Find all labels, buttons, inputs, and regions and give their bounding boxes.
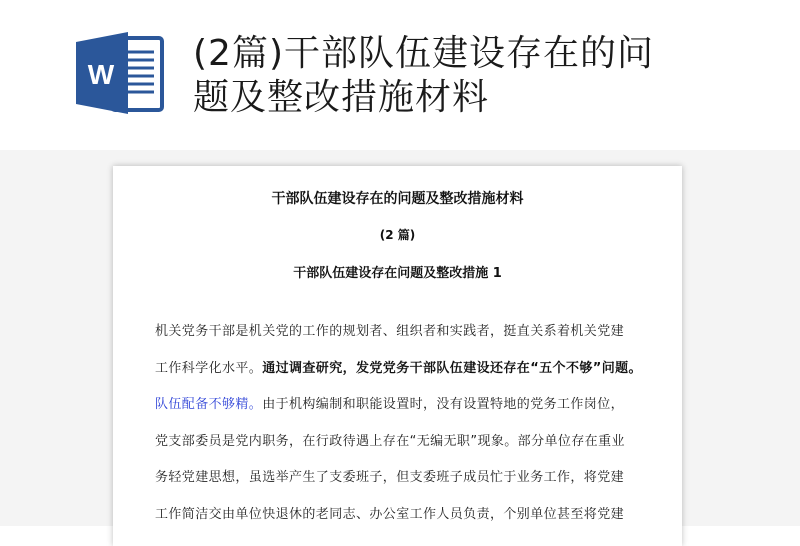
preview-header (0, 0, 800, 150)
word-icon (76, 30, 166, 116)
text-run: 务轻党建思想，虽选举产生了支委班子，但支委班子成员忙于业务工作，将党建 (155, 470, 625, 485)
page-title (193, 32, 793, 120)
document-title: 干部队伍建设存在的问题及整改措施材料 (271, 191, 524, 207)
text-run: 由于机构编制和职能设置时，没有设置特地的党务工作岗位， (262, 397, 625, 412)
text-run: 工作科学化水平。 (155, 360, 263, 376)
section-heading: 干部队伍建设存在问题及整改措施 1 (293, 266, 502, 281)
word-icon-letter: W (87, 59, 115, 90)
page-title-line-2: 题及整改措施材料 (193, 77, 490, 118)
text-run: 党支部委员是党内职务，在行政待遇上存在“无编无职”现象。部分单位存在重业 (155, 433, 625, 449)
bold-phrase: 通过调查研究，发党党务干部队伍建设还存在“五个不够”问题。 (262, 360, 642, 376)
document-subtitle: (2 篇) (379, 228, 416, 242)
text-run: 工作简洁交由单位快退休的老同志、办公室工作人员负责，个别单位甚至将党建 (155, 506, 625, 522)
highlighted-phrase: 队伍配备不够精。 (155, 397, 263, 412)
body-line (155, 393, 645, 412)
body-line (155, 320, 645, 339)
body-line (155, 357, 645, 376)
text-run: 机关党务干部是机关党的工作的规划者、组织者和实践者，挺直关系着机关党建 (155, 324, 625, 339)
body-line (155, 466, 645, 485)
body-line (155, 430, 645, 449)
page-title-line-1: (2篇)干部队伍建设存在的问 (193, 33, 654, 74)
body-line (155, 503, 645, 522)
document-page (113, 166, 682, 546)
